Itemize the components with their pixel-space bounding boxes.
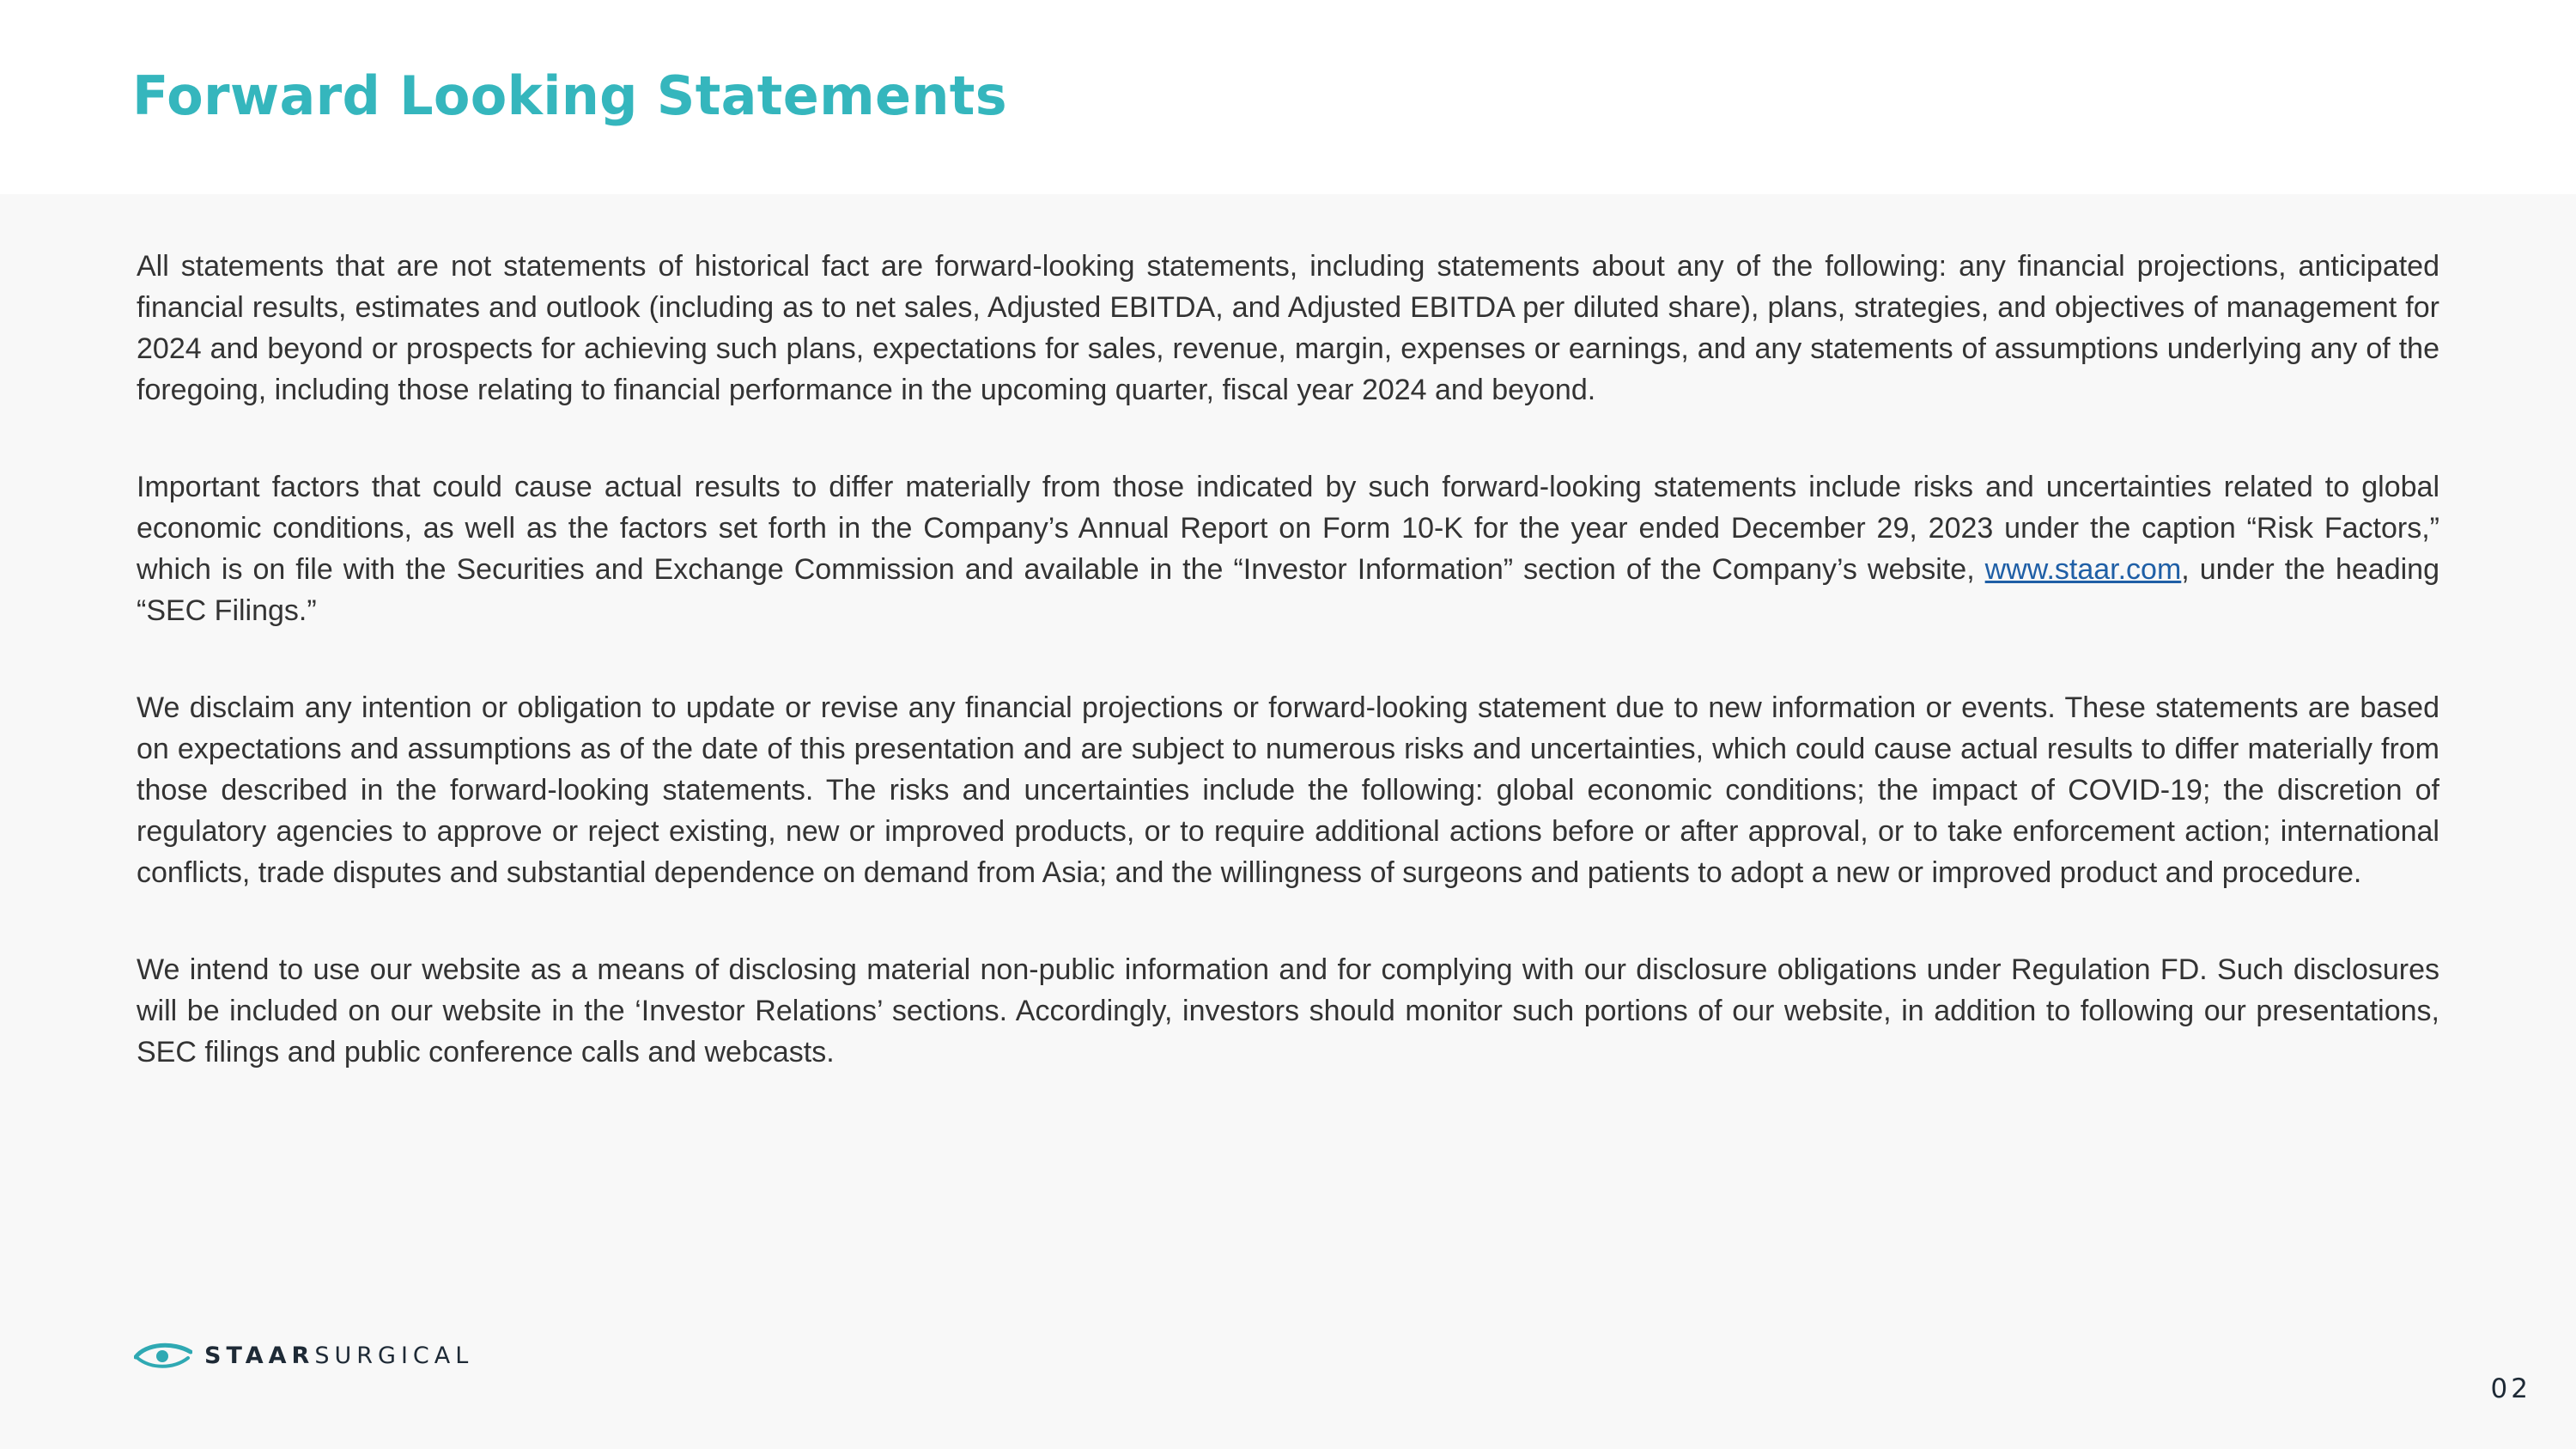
- logo-wordmark: [204, 1344, 473, 1367]
- paragraph-risk-factors: [137, 466, 2439, 631]
- eye-logo-icon: [134, 1341, 192, 1370]
- slide-title: Forward Looking Statements: [132, 64, 1007, 127]
- page-number: 02: [2490, 1373, 2531, 1404]
- logo-text-staar: STAAR: [204, 1342, 315, 1369]
- paragraph-disclaimer: We disclaim any intention or obligation to update or revise any financial projections or forward-looking statement due to new information or events. These statements are based on expectations and assumptions as of the date of this presentation and are subject to numerous risks and uncertainties, which could cause actual results to differ materially from those described in the forward-looking statements. The risks and uncertainties include the following: global economic conditions; the impact of COVID-19; the discretion of regulatory agencies to approve or reject existing, new or improved products, or to require additional actions before or after approval, or to take enforcement action; international conflicts, trade disputes and substantial dependence on demand from Asia; and the willingness of surgeons and patients to adopt a new or improved product and procedure.: [137, 691, 2439, 889]
- risk-factors-text: Important factors that could cause actual results to differ materially from those indicated by such forward-looking statements include risks and uncertainties related to global economic conditions, as well as the factors set forth in the Company’s Annual Report on Form 10-K for the year ended December 29, 2023 under the caption “Risk Factors,” which is on file with the Securities and Exchange Commission and available in the “Investor Information” section of the Company’s website,: [137, 471, 2439, 586]
- staar-website-link[interactable]: www.staar.com: [1984, 553, 2182, 586]
- staar-surgical-logo: [134, 1336, 473, 1374]
- disclaimer-body: [137, 246, 2439, 1073]
- logo-text-surgical: SURGICAL: [314, 1342, 474, 1369]
- paragraph-regulation-fd: We intend to use our website as a means of disclosing material non-public information and for complying with our disclosure obligations under Regulation FD. Such disclosures will be included on our website in the ‘Investor Relations’ sections. Accordingly, investors should monitor such portions of our website, in addition to following our presentations, SEC filings and public conference calls and webcasts.: [137, 953, 2439, 1068]
- paragraph-forward-looking: All statements that are not statements of historical fact are forward-looking statements, including statements about any of the following: any financial projections, anticipated financial results, estimates and outlook (including as to net sales, Adjusted EBITDA, and Adjusted EBITDA per diluted share), plans, strategies, and objectives of management for 2024 and beyond or prospects for achieving such plans, expectations for sales, revenue, margin, expenses or earnings, and any statements of assumptions underlying any of the foregoing, including those relating to financial performance in the upcoming quarter, fiscal year 2024 and beyond.: [137, 250, 2439, 406]
- slide-header: [0, 0, 2576, 194]
- risk-factors-text-end: , under the heading “SEC Filings.”: [137, 553, 2439, 627]
